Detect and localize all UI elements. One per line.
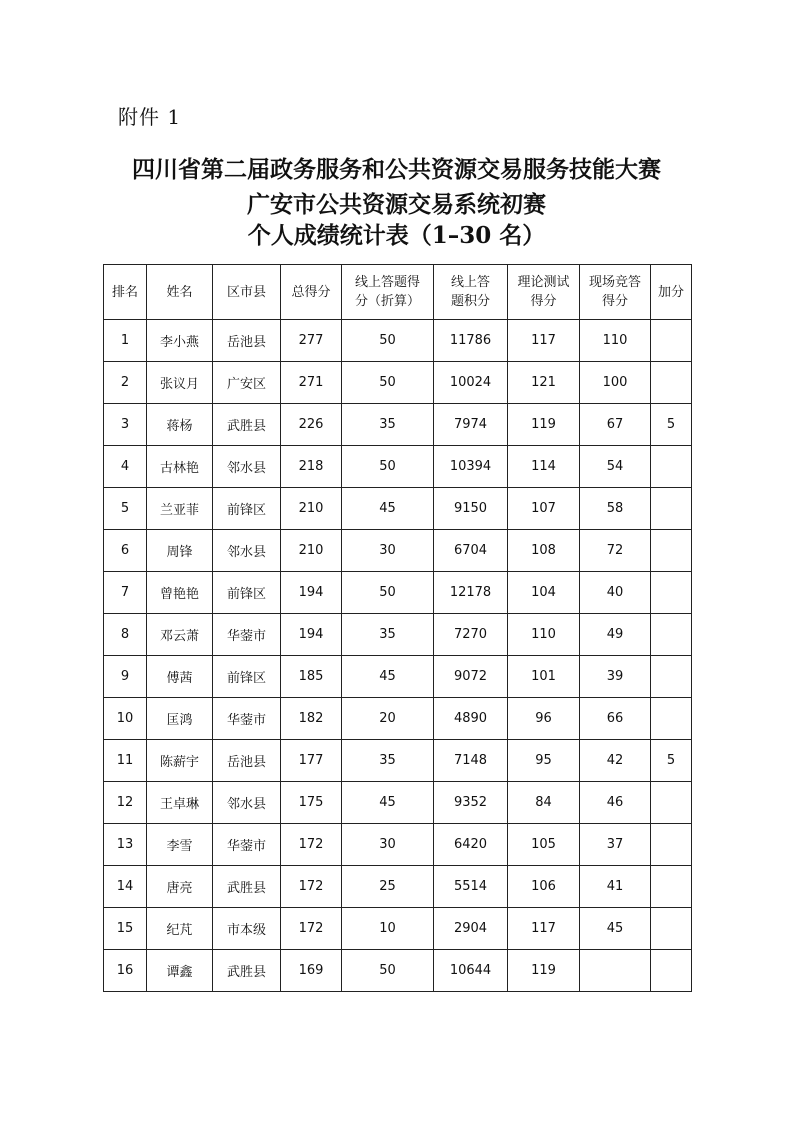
header-rank: 排名 <box>104 265 147 320</box>
cell-total-score: 182 <box>281 698 342 740</box>
cell-name: 唐亮 <box>147 866 213 908</box>
cell-online-points: 5514 <box>434 866 508 908</box>
table-row <box>104 530 692 572</box>
table-row <box>104 698 692 740</box>
table-row <box>104 656 692 698</box>
cell-total-score: 172 <box>281 824 342 866</box>
cell-onsite-score: 54 <box>580 446 651 488</box>
cell-name: 蒋杨 <box>147 404 213 446</box>
cell-total-score: 226 <box>281 404 342 446</box>
cell-district: 邻水县 <box>213 530 281 572</box>
cell-name: 李小燕 <box>147 320 213 362</box>
cell-bonus <box>651 362 692 404</box>
cell-rank: 3 <box>104 404 147 446</box>
cell-district: 广安区 <box>213 362 281 404</box>
cell-online-points: 7148 <box>434 740 508 782</box>
cell-theory-score: 108 <box>508 530 580 572</box>
table-header-row <box>104 265 692 320</box>
cell-bonus <box>651 446 692 488</box>
cell-district: 前锋区 <box>213 488 281 530</box>
cell-online-points: 6420 <box>434 824 508 866</box>
cell-onsite-score: 49 <box>580 614 651 656</box>
cell-rank: 4 <box>104 446 147 488</box>
cell-district: 华蓥市 <box>213 614 281 656</box>
header-theory-score: 理论测试得分 <box>508 265 580 320</box>
cell-total-score: 277 <box>281 320 342 362</box>
cell-onsite-score: 37 <box>580 824 651 866</box>
cell-total-score: 194 <box>281 614 342 656</box>
table-row <box>104 824 692 866</box>
cell-online-score: 25 <box>342 866 434 908</box>
cell-onsite-score: 110 <box>580 320 651 362</box>
cell-rank: 9 <box>104 656 147 698</box>
cell-name: 王卓琳 <box>147 782 213 824</box>
cell-online-points: 7270 <box>434 614 508 656</box>
cell-theory-score: 96 <box>508 698 580 740</box>
cell-online-points: 12178 <box>434 572 508 614</box>
cell-rank: 11 <box>104 740 147 782</box>
cell-total-score: 271 <box>281 362 342 404</box>
cell-onsite-score: 39 <box>580 656 651 698</box>
cell-total-score: 194 <box>281 572 342 614</box>
cell-bonus: 5 <box>651 740 692 782</box>
cell-online-score: 45 <box>342 656 434 698</box>
cell-online-score: 45 <box>342 488 434 530</box>
cell-online-points: 9150 <box>434 488 508 530</box>
cell-onsite-score <box>580 950 651 992</box>
cell-theory-score: 107 <box>508 488 580 530</box>
table-row <box>104 488 692 530</box>
cell-onsite-score: 42 <box>580 740 651 782</box>
cell-district: 武胜县 <box>213 404 281 446</box>
table-row <box>104 572 692 614</box>
cell-name: 傅茜 <box>147 656 213 698</box>
cell-total-score: 218 <box>281 446 342 488</box>
cell-rank: 7 <box>104 572 147 614</box>
cell-onsite-score: 66 <box>580 698 651 740</box>
cell-bonus <box>651 320 692 362</box>
cell-theory-score: 119 <box>508 404 580 446</box>
table-row <box>104 908 692 950</box>
cell-name: 曾艳艳 <box>147 572 213 614</box>
cell-total-score: 210 <box>281 488 342 530</box>
cell-name: 匡鸿 <box>147 698 213 740</box>
cell-district: 市本级 <box>213 908 281 950</box>
cell-bonus <box>651 698 692 740</box>
cell-name: 古林艳 <box>147 446 213 488</box>
cell-rank: 8 <box>104 614 147 656</box>
header-name: 姓名 <box>147 265 213 320</box>
cell-online-points: 2904 <box>434 908 508 950</box>
cell-bonus <box>651 782 692 824</box>
cell-online-score: 30 <box>342 824 434 866</box>
table-row <box>104 950 692 992</box>
cell-rank: 13 <box>104 824 147 866</box>
cell-theory-score: 114 <box>508 446 580 488</box>
cell-total-score: 175 <box>281 782 342 824</box>
cell-onsite-score: 41 <box>580 866 651 908</box>
cell-theory-score: 95 <box>508 740 580 782</box>
cell-rank: 5 <box>104 488 147 530</box>
cell-online-score: 35 <box>342 614 434 656</box>
cell-online-score: 50 <box>342 950 434 992</box>
cell-name: 纪芃 <box>147 908 213 950</box>
cell-name: 邓云萧 <box>147 614 213 656</box>
cell-bonus <box>651 824 692 866</box>
cell-online-score: 35 <box>342 404 434 446</box>
cell-online-points: 11786 <box>434 320 508 362</box>
table-row <box>104 320 692 362</box>
cell-online-score: 30 <box>342 530 434 572</box>
table-row <box>104 446 692 488</box>
cell-theory-score: 101 <box>508 656 580 698</box>
cell-onsite-score: 58 <box>580 488 651 530</box>
cell-theory-score: 104 <box>508 572 580 614</box>
cell-online-points: 10644 <box>434 950 508 992</box>
cell-rank: 1 <box>104 320 147 362</box>
cell-bonus <box>651 614 692 656</box>
cell-online-score: 35 <box>342 740 434 782</box>
cell-bonus <box>651 488 692 530</box>
cell-online-score: 50 <box>342 446 434 488</box>
cell-onsite-score: 72 <box>580 530 651 572</box>
header-bonus: 加分 <box>651 265 692 320</box>
cell-bonus <box>651 572 692 614</box>
cell-bonus <box>651 866 692 908</box>
cell-online-points: 6704 <box>434 530 508 572</box>
cell-online-points: 10394 <box>434 446 508 488</box>
cell-onsite-score: 100 <box>580 362 651 404</box>
cell-total-score: 172 <box>281 908 342 950</box>
cell-bonus <box>651 908 692 950</box>
cell-rank: 2 <box>104 362 147 404</box>
cell-online-score: 50 <box>342 320 434 362</box>
table-row <box>104 782 692 824</box>
header-online-score: 线上答题得分（折算） <box>342 265 434 320</box>
cell-online-score: 10 <box>342 908 434 950</box>
attachment-label: 附件 1 <box>118 105 182 129</box>
header-online-points: 线上答题积分 <box>434 265 508 320</box>
cell-district: 前锋区 <box>213 656 281 698</box>
cell-total-score: 185 <box>281 656 342 698</box>
cell-district: 华蓥市 <box>213 698 281 740</box>
cell-online-points: 9072 <box>434 656 508 698</box>
cell-district: 邻水县 <box>213 782 281 824</box>
cell-online-score: 20 <box>342 698 434 740</box>
header-district: 区市县 <box>213 265 281 320</box>
table-row <box>104 362 692 404</box>
cell-bonus <box>651 530 692 572</box>
cell-online-points: 4890 <box>434 698 508 740</box>
cell-theory-score: 117 <box>508 320 580 362</box>
cell-bonus: 5 <box>651 404 692 446</box>
cell-district: 邻水县 <box>213 446 281 488</box>
table-row <box>104 614 692 656</box>
cell-rank: 16 <box>104 950 147 992</box>
cell-onsite-score: 40 <box>580 572 651 614</box>
cell-onsite-score: 46 <box>580 782 651 824</box>
table-row <box>104 404 692 446</box>
cell-district: 前锋区 <box>213 572 281 614</box>
cell-online-points: 10024 <box>434 362 508 404</box>
cell-name: 张议月 <box>147 362 213 404</box>
cell-name: 周锋 <box>147 530 213 572</box>
header-total-score: 总得分 <box>281 265 342 320</box>
cell-onsite-score: 45 <box>580 908 651 950</box>
cell-total-score: 172 <box>281 866 342 908</box>
cell-online-score: 45 <box>342 782 434 824</box>
cell-online-points: 9352 <box>434 782 508 824</box>
cell-theory-score: 84 <box>508 782 580 824</box>
cell-theory-score: 105 <box>508 824 580 866</box>
cell-theory-score: 119 <box>508 950 580 992</box>
cell-rank: 15 <box>104 908 147 950</box>
cell-district: 岳池县 <box>213 320 281 362</box>
cell-theory-score: 121 <box>508 362 580 404</box>
cell-theory-score: 106 <box>508 866 580 908</box>
cell-rank: 14 <box>104 866 147 908</box>
cell-online-score: 50 <box>342 362 434 404</box>
cell-total-score: 169 <box>281 950 342 992</box>
cell-onsite-score: 67 <box>580 404 651 446</box>
cell-total-score: 177 <box>281 740 342 782</box>
cell-name: 兰亚菲 <box>147 488 213 530</box>
document-title-line-3: 个人成绩统计表（1–30 名） <box>247 222 546 249</box>
table-row <box>104 740 692 782</box>
cell-online-score: 50 <box>342 572 434 614</box>
cell-bonus <box>651 950 692 992</box>
cell-rank: 12 <box>104 782 147 824</box>
cell-online-points: 7974 <box>434 404 508 446</box>
cell-rank: 6 <box>104 530 147 572</box>
cell-total-score: 210 <box>281 530 342 572</box>
cell-district: 武胜县 <box>213 866 281 908</box>
cell-bonus <box>651 656 692 698</box>
cell-district: 岳池县 <box>213 740 281 782</box>
header-onsite-score: 现场竞答得分 <box>580 265 651 320</box>
score-table <box>103 264 692 992</box>
cell-theory-score: 117 <box>508 908 580 950</box>
document-title-line-1: 四川省第二届政务服务和公共资源交易服务技能大赛 <box>132 156 661 183</box>
document-title-line-2: 广安市公共资源交易系统初赛 <box>247 191 546 218</box>
cell-rank: 10 <box>104 698 147 740</box>
cell-name: 陈薪宇 <box>147 740 213 782</box>
cell-name: 李雪 <box>147 824 213 866</box>
cell-name: 谭鑫 <box>147 950 213 992</box>
cell-theory-score: 110 <box>508 614 580 656</box>
table-row <box>104 866 692 908</box>
cell-district: 武胜县 <box>213 950 281 992</box>
cell-district: 华蓥市 <box>213 824 281 866</box>
